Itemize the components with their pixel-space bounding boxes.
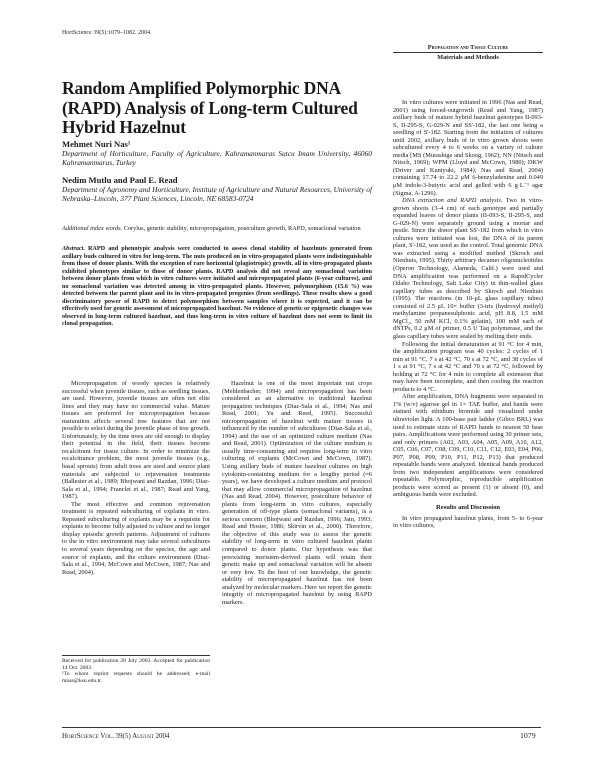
index-words-label: Additional index words. <box>62 225 123 232</box>
author-block-1 <box>62 139 372 167</box>
author-block-2 <box>62 175 372 203</box>
footer-journal: HortScience Vol. 39(5) August 2004 <box>62 732 170 740</box>
article-title: Random Amplified Polymorphic DNA (RAPD) Analysis of Long-term Cultured Hybrid Hazelnut <box>62 78 358 137</box>
page-number: 1079 <box>520 731 536 740</box>
column-1 <box>62 380 210 576</box>
footnote-received: Received for publication 28 July 2003. Accepted for publication 14 Oct. 2003. <box>62 658 210 671</box>
abstract <box>62 245 372 328</box>
paragraph-run-in-head: DNA extraction and RAPD analysis. <box>402 197 503 205</box>
column-2 <box>222 380 372 606</box>
section-header-rule <box>393 52 543 53</box>
footer-rule <box>62 727 541 728</box>
paragraph: After amplification, DNA fragments were separated in 1% (w/v) agarose gel in 1× TAE buffer, and bands were stained with ethidium bromide and visualized under ultraviolet light. A 100-base pair ladder (Gibco BRL) was used to estimate sizes of RAPD bands to nearest 50 base pairs. Amplifications were performed using 30 primer sets, and only primers (A02, A03, A04, A05, A09, A10, A12, C05, C06, C07, C08, C09, C10, C11, C12, E03, E04, P06, P07, P08, P09, P10, P11, P12, P13) that produced repeatable bands were analyzed. Identical bands produced from two independent amplifications were considered repeatable. Polymorphic, reproducible amplification products were scored as present (1) or absent (0), and ambiguous bands were excluded. <box>393 393 543 499</box>
footnotes <box>62 658 210 685</box>
author-affiliation: Department of Agronomy and Horticulture, Institute of Agriculture and Natural Resources, University of Nebraska–Lincoln, 377 Plant Sciences, Lincoln, NE 68583-0724 <box>62 185 372 203</box>
paragraph: The most effective and common rejuvenation treatment is repeated subculturing of explants in vitro. Repeated subculturing of explants may be a requisite for explants to become fully adjusted to culture and no longer display episodic growth patterns. Adjustment of cultures to the in vitro environment may take several subcultures to several years depending on the species, the age and source of explants, and the culture environment (Diaz-Sala et al., 1994; McCown and McCown, 1987; Nas and Read, 2004). <box>62 500 210 576</box>
abstract-label: Abstract. <box>62 245 85 252</box>
section-header-journal-section: Propagation and Tissue Culture <box>427 44 509 51</box>
section-header-subsection: Materials and Methods <box>437 53 499 61</box>
index-words <box>62 225 372 233</box>
running-head: HortScience 39(5):1079–1082. 2004. <box>62 30 152 36</box>
abstract-text: RAPD and phenotypic analysis were conducted to assess clonal stability of hazelnuts generated from axillary buds cultured in vitro for long-term. The nuts produced on in vitro-propagated plants were indistinguishable from those of donor plants. With the exception of rare horizontal (plagiotropic) growth, all in vitro-propagated plants exhibited phenotypes similar to those of donor plants. RAPD analysis did not reveal any somaclonal variation between donor plants from which in vitro cultures were initiated and micropropagated plants (6-year cultures), and no somaclonal variation was detected among in vitro-propagated plants. However, polymorphism (15.6 %) was detected between the parent plant and its in vitro-propagated progenies (from seedlings). These results show a good discriminatory power of RAPD to detect polymorphism between samples where it is expected, and it can be effectively used for genetic assessment of micropropagated hazelnut. No evidence of genetic or epigenetic changes was observed in long-term cultured hazelnut, and thus long-term in vitro culture of hazelnut does not seem to limit its clonal propagation. <box>62 245 373 328</box>
results-heading: Results and Discussion <box>435 503 501 511</box>
author-name: Nedim Mutlu and Paul E. Read <box>62 175 178 185</box>
paragraph: Micropropagation of woody species is relatively successful when juvenile tissues, such as seedling tissues, are used. However, juvenile tissues are often not elite lines and they may have no commercial value. Mature tissues are preferred for micropropagation because maturation affects several tree features that are not possible to select during the juvenile phase of tree growth. Unfortunately, by the time trees are old enough to display their potential in the field, their tissues become recalcitrant for tissue culture. In order to minimize the recalcitrance problem, the most juvenile tissues (e.g., basal sprouts) from adult trees are used and source plant materials are subjected to rejuvenation treatments (Ballester et al., 1989; Bhojwani and Razdan, 1996; Diaz-Sala et al., 1994; Franclet et al., 1987; Read and Yang, 1987). <box>62 380 210 501</box>
author-affiliation: Department of Horticulture, Faculty of Agriculture, Kahramanmaras Sutcu Imam University, 46060 Kahramanmaras, Turkey <box>62 149 372 167</box>
paragraph: Hazelnut is one of the most important nut crops (Mehlenbacher, 1994) and micropropagation has been considered as an alternative to traditional hazelnut propagation techniques (Diaz-Sala et al., 1994; Nas and Read, 2001; Yu and Reed, 1995). Successful micropropagation of hazelnut with mature tissues is influenced by the number of subcultures (Diaz-Sala et al., 1994) and the use of an optimized culture medium (Nas and Read, 2001). Optimization of the culture medium is usually time-consuming and requires long-term in vitro culturing of explants (McCown and McCown, 1987). Using axillary buds of mature hazelnut cultures on high cytokinin-containing medium for a lengthy period (≈6 years), we have developed a culture medium and protocol that may allow commercial micropropagation of hazelnut (Nas and Read, 2004). However, postculture behavior of plants from long-term in vitro cultures, especially generation of off-type plants (somaclonal variants), is a serious concern (Bhojwani and Razdan, 1996; Jain, 1993; Read and Hosier, 1986; Skirvin et al., 2000). Therefore, the objective of this study was to assess the genetic stability of long-term in vitro cultured hazelnut plants compared to donor plants. Our hypothesis was that preexisting meristem-derived plants will retain their genetic make up and somaclonal variation will be absent or very low. To the best of our knowledge, the genetic stability of micropropagated hazelnut has not been analyzed by molecular markers. Here we report the genetic integrity of micropropagated hazelnut by using RAPD markers. <box>222 380 372 606</box>
author-name: Mehmet Nuri Nas¹ <box>62 139 131 149</box>
paragraph: In vitro cultures were initiated in 1996 (Nas and Read, 2001) using forced-outgrowth (Read and Yang, 1987) axillary buds of mature hybrid hazelnut genotypes II-093-S, II-295-S, G-029-N and SS'-182, the last one being a seedling of S'-182. Starting from the initiation of cultures until 2002, axillary buds of in vitro grown shoots were subcultured every 4 to 6 weeks on a variety of culture media [MS (Murashige and Skoog, 1962); NN (Nitsch and Nitsch, 1969); WPM (Lloyd and McCown, 1980); DKW (Driver and Kuniyuki, 1984); Nas and Read, 2004) containing 17.74 to 22.2 μM 6-benzyladenine and 0.049 μM indole-3-butyric acid and gelled with 6 g·L⁻¹ agar (Sigma, A-1296). <box>393 99 543 197</box>
footnote-rule <box>62 655 210 656</box>
index-words-text: Corylus, genetic stability, micropropagation, postculture growth, RAPD, somaclonal variation <box>123 225 361 232</box>
paragraph-text: Two in vitro-grown shoots (3–4 cm) of each genotype and partially expanded leaves of donor plants (II-093-S, II-295-S, and G-029-N) were separately ground using a mortar and pestle. Since the donor plant SS'-182 from which in vitro cultures were initiated was lost, the DNA of its parent plant, S'-182, was used as the control. Total genomic DNA was extracted using a modified method (Skroch and Nienhuis, 1995). Thirty arbitrary decamer oligonucleotides (Operon Technology, Alameda, Calif.) were used and DNA amplification was performed on a RapidCycler (Idaho Technology, Salt Lake City) in thin-walled glass capillary tubes as described by Skroch and Nienhuis (1995). The reactions (in 10-μL glass capillary tubes) consisted of 2.5 μL 10× buffer (3-tris (hydroxyl methyl) methylamine propanesulphonic acid, pH 8.8, 1.5 mM MgCl₂, 50 mM KCl, 0.1% gelatin), 100 mM each of dNTPs, 0.2 μM of primer, 0.5 U Taq polymerase, and the glass capillary tubes were sealed by melting their ends. <box>393 197 543 340</box>
paragraph: In vitro propagated hazelnut plants, from 5- to 6-year in vitro cultures, <box>393 514 543 530</box>
footnote-correspondence: ¹To whom reprint requests should be addressed; e-mail mnas@ksu.edu.tr. <box>62 671 210 685</box>
paragraph: Following the initial denaturation at 91 °C for 4 min, the amplification program was 40 cycles: 2 cycles of 1 min at 91 °C, 7 s at 42 °C, 70 s at 72 °C, and 38 cycles of 1 s at 91 °C, 7 s at 42 °C and 70 s at 72 °C, followed by holding at 72 °C for 4 min to complete all extension that may have been incomplete, and then cooling the reaction products to 4 °C. <box>393 340 543 393</box>
paragraph <box>393 197 543 340</box>
column-3 <box>393 99 543 530</box>
